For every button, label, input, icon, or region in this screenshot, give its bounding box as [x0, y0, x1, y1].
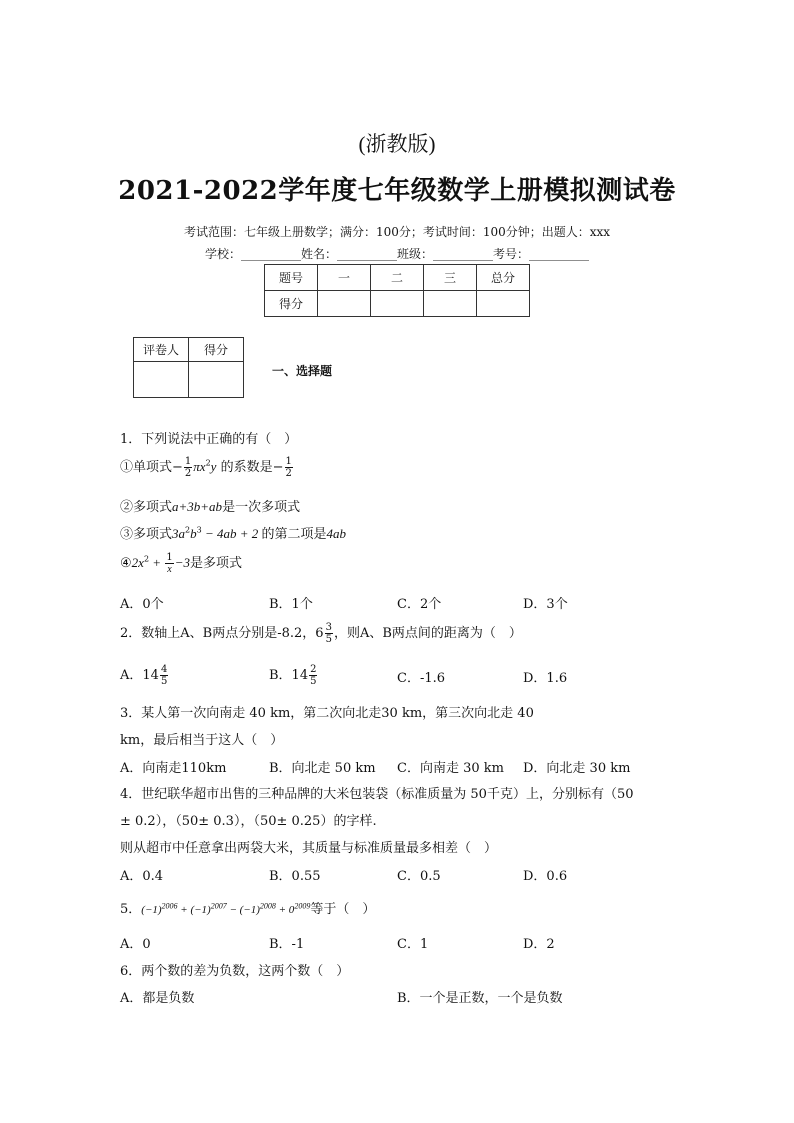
q4-option-c[interactable]: C．0.5	[397, 869, 441, 884]
q3-option-a[interactable]: A．向南走110km	[120, 761, 227, 776]
q6-option-a[interactable]: A．都是负数	[120, 991, 195, 1006]
score-cell[interactable]	[318, 291, 371, 317]
question-4-stem-3: 则从超市中任意拿出两袋大米，其质量与标准质量最多相差（ ）	[120, 841, 498, 856]
question-4-stem-2: ± 0.2），（50± 0.3），（50± 0.25）的字样.	[120, 814, 377, 829]
q2-option-a[interactable]: A．14 $\frac{4}{5}$	[120, 664, 168, 687]
grader-cell[interactable]	[189, 362, 244, 398]
q3-option-d[interactable]: D．向北走 30 km	[523, 761, 631, 776]
q4-option-a[interactable]: A．0.4	[120, 869, 164, 884]
grader-table	[133, 337, 244, 398]
grader-header-cell: 评卷人	[134, 338, 189, 362]
score-row-label: 得分	[265, 291, 318, 317]
score-header-cell: 总分	[477, 265, 530, 291]
question-1-statement-2: ②多项式a+3b+ab是一次多项式	[120, 499, 301, 515]
q1-option-b[interactable]: B．1个	[269, 597, 313, 612]
q2-option-c[interactable]: C．-1.6	[397, 671, 446, 686]
question-1-statement-3: ③多项式$3a^2b^3 - 4ab + 2$ 的第二项是4ab	[120, 525, 347, 542]
q1-option-d[interactable]: D．3个	[523, 597, 568, 612]
page-title: 2021-2022学年度七年级数学上册模拟测试卷	[118, 176, 676, 206]
question-3-stem-2: km，最后相当于这人（ ）	[120, 733, 284, 748]
q1-option-a[interactable]: A．0个	[120, 597, 164, 612]
q6-option-b[interactable]: B．一个是正数，一个是负数	[397, 991, 563, 1006]
fraction: $\frac{4}{5}$	[160, 664, 168, 687]
fraction: $\frac{3}{5}$	[325, 622, 332, 645]
score-cell[interactable]	[424, 291, 477, 317]
score-cell[interactable]	[477, 291, 530, 317]
score-cell[interactable]	[371, 291, 424, 317]
q3-option-c[interactable]: C．向南走 30 km	[397, 761, 504, 776]
q1-option-c[interactable]: C．2个	[397, 597, 442, 612]
q2-option-d[interactable]: D．1.6	[523, 671, 568, 686]
fraction: $\frac{2}{5}$	[310, 664, 317, 687]
q4-option-b[interactable]: B．0.55	[269, 869, 321, 884]
student-info-line: 学校：__________姓名：__________班级：__________考号：__________	[204, 247, 589, 261]
score-header-cell: 二	[371, 265, 424, 291]
score-table	[264, 264, 530, 317]
q3-option-b[interactable]: B．向北走 50 km	[269, 761, 376, 776]
question-6-stem: 6．两个数的差为负数，这两个数（ ）	[120, 964, 350, 979]
q5-option-b[interactable]: B．-1	[269, 937, 305, 952]
question-2-stem: 2．数轴上A、B两点分别是-8.2，6 $\frac{3}{5}$ ，则A、B两点间的距离为（ ）	[120, 622, 522, 645]
fraction: $\frac{1}{x}$	[166, 552, 173, 575]
exam-info: 考试范围：七年级上册数学；满分：100分；考试时间：100分钟；出题人：xxx	[183, 225, 611, 239]
question-5-stem: 5．$(-1)^{2006} + (-1)^{2007} - (-1)^{2008} + 0^{2009}$等于（ ）	[120, 901, 376, 917]
score-header-cell: 一	[318, 265, 371, 291]
q5-option-c[interactable]: C．1	[397, 937, 429, 952]
fraction: $\frac{1}{2}$	[184, 456, 192, 479]
grader-cell[interactable]	[134, 362, 189, 398]
fraction: $\frac{1}{2}$	[285, 456, 292, 479]
question-1-statement-1: ①单项式− $\frac{1}{2}$ $\pi x^2y$ 的系数是− $\frac{1}{2}$	[120, 456, 292, 479]
question-3-stem: 3．某人第一次向南走 40 km，第二次向北走30 km，第三次向北走 40	[120, 706, 534, 721]
q5-option-d[interactable]: D．2	[523, 937, 555, 952]
score-header-cell: 题号	[265, 265, 318, 291]
question-1-statement-4: $④2x^2$ + $\frac{1}{x}$ −3是多项式	[120, 552, 242, 575]
question-4-stem: 4．世纪联华超市出售的三种品牌的大米包装袋（标准质量为 50千克）上，分别标有（50	[120, 787, 634, 802]
question-1-stem: 1．下列说法中正确的有（ ）	[120, 432, 298, 447]
q4-option-d[interactable]: D．0.6	[523, 869, 568, 884]
q5-option-a[interactable]: A．0	[120, 937, 151, 952]
section-title: 一、选择题	[272, 364, 333, 378]
grader-header-cell: 得分	[189, 338, 244, 362]
q2-option-b[interactable]: B．14 $\frac{2}{5}$	[269, 664, 317, 687]
score-header-cell: 三	[424, 265, 477, 291]
edition-label: (浙教版)	[358, 132, 436, 156]
